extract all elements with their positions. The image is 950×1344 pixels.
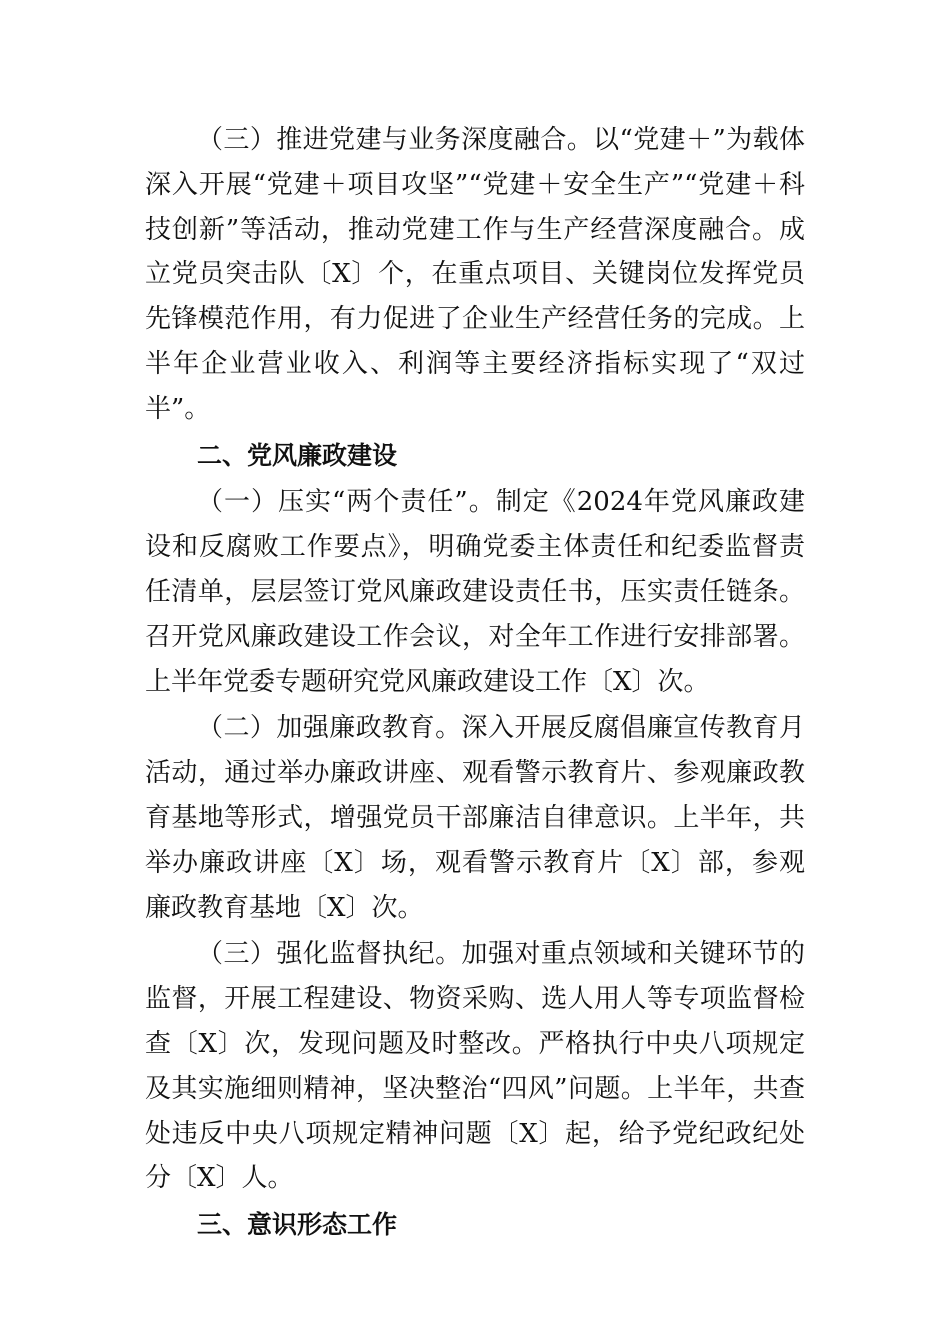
paragraph-integrity-education: （二）加强廉政教育。深入开展反腐倡廉宣传教育月活动，通过举办廉政讲座、观看警示教育片、参观廉政教育基地等形式，增强党员干部廉洁自律意识。上半年，共举办廉政讲座〔X〕场，观看警示教育片〔X〕部，参观廉政教育基地〔X〕次。 bbox=[145, 713, 805, 923]
paragraph-two-responsibilities: （一）压实“两个责任”。制定《2024年党风廉政建设和反腐败工作要点》，明确党委主体责任和纪委监督责任清单，层层签订党风廉政建设责任书，压实责任链条。召开党风廉政建设工作会议，对全年工作进行安排部署。上半年党委专题研究党风廉政建设工作〔X〕次。 bbox=[145, 487, 805, 697]
section-heading-integrity: 二、党风廉政建设 bbox=[197, 440, 398, 470]
document-body bbox=[145, 118, 805, 1248]
paragraph-supervision-discipline: （三）强化监督执纪。加强对重点领域和关键环节的监督，开展工程建设、物资采购、选人用人等专项监督检查〔X〕次，发现问题及时整改。严格执行中央八项规定及其实施细则精神，坚决整治“四风”问题。上半年，共查处违反中央八项规定精神问题〔X〕起，给予党纪政纪处分〔X〕人。 bbox=[145, 939, 805, 1194]
section-heading-ideology: 三、意识形态工作 bbox=[197, 1210, 398, 1240]
paragraph-business-integration: （三）推进党建与业务深度融合。以“党建＋”为载体深入开展“党建＋项目攻坚”“党建＋安全生产”“党建＋科技创新”等活动，推动党建工作与生产经营深度融合。成立党员突击队〔X〕个，在重点项目、关键岗位发挥党员先锋模范作用，有力促进了企业生产经营任务的完成。上半年企业营业收入、利润等主要经济指标实现了“双过半”。 bbox=[145, 125, 805, 424]
